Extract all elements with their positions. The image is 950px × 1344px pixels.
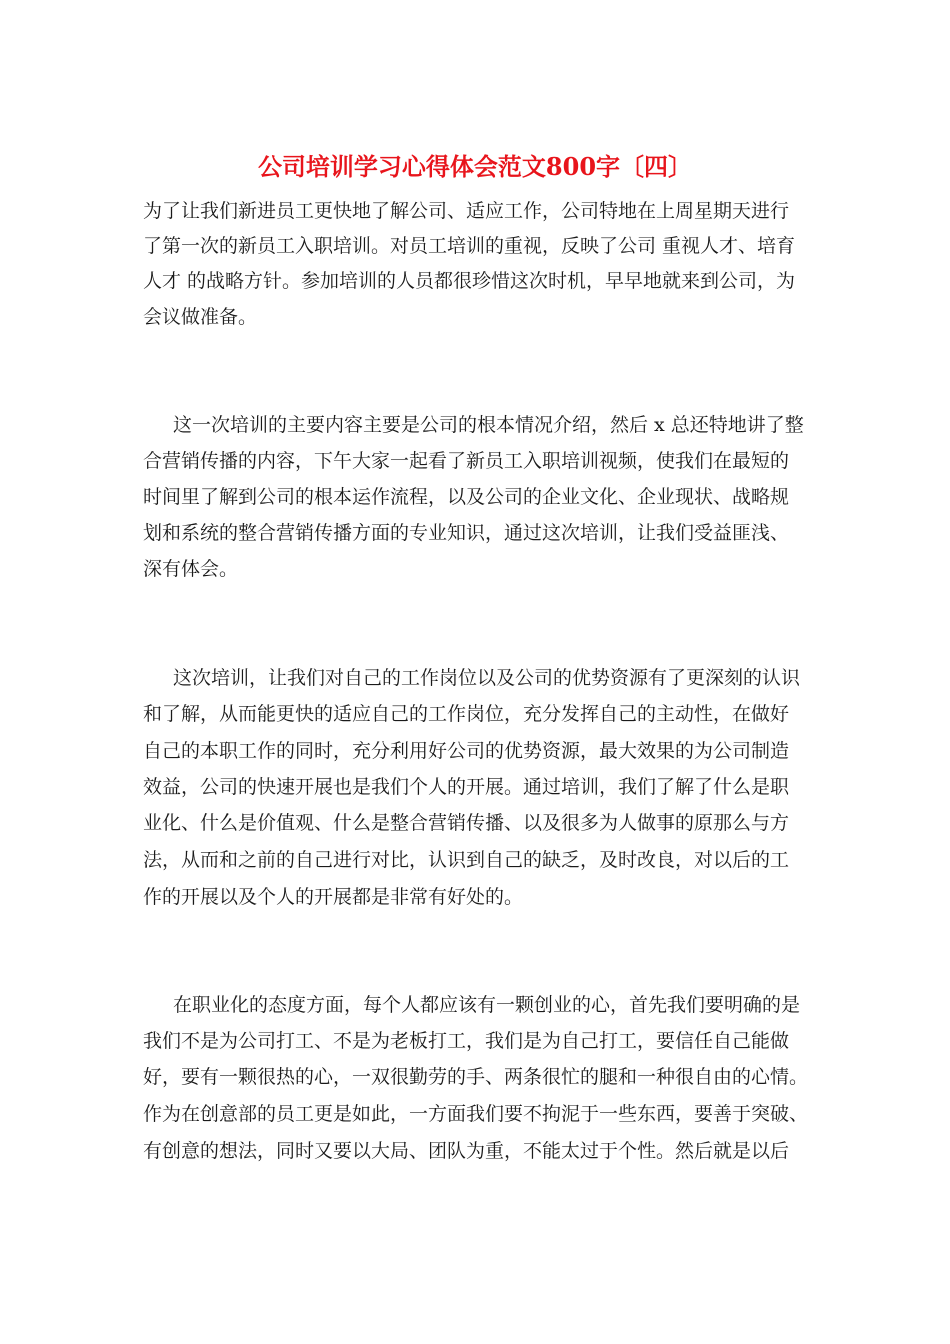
paragraph-2-line-1: 这一次培训的主要内容主要是公司的根本情况介绍，然后 x 总还特地讲了整 (173, 414, 804, 436)
paragraph-1-line-4: 会议做准备。 (143, 306, 258, 328)
paragraph-2-line-4: 划和系统的整合营销传播方面的专业知识，通过这次培训，让我们受益匪浅、 (143, 522, 790, 544)
paragraph-1-line-2: 了第一次的新员工入职培训。对员工培训的重视，反映了公司 重视人才、培育 (143, 235, 796, 257)
paragraph-4-line-3: 好，要有一颗很热的心，一双很勤劳的手、两条很忙的腿和一种很自由的心情。 (143, 1066, 809, 1088)
paragraph-4-line-2: 我们不是为公司打工、不是为老板打工，我们是为自己打工，要信任自己能做 (143, 1030, 790, 1052)
paragraph-2-line-2: 合营销传播的内容，下午大家一起看了新员工入职培训视频，使我们在最短的 (143, 450, 790, 472)
paragraph-2-line-3: 时间里了解到公司的根本运作流程，以及公司的企业文化、企业现状、战略规 (143, 486, 790, 508)
paragraph-3-line-1: 这次培训，让我们对自己的工作岗位以及公司的优势资源有了更深刻的认识 (173, 667, 801, 689)
paragraph-4-line-4: 作为在创意部的员工更是如此，一方面我们要不拘泥于一些东西，要善于突破、 (143, 1103, 809, 1125)
document-title: 公司培训学习心得体会范文800字〔四〕 (257, 152, 693, 181)
paragraph-4-line-5: 有创意的想法，同时又要以大局、团队为重，不能太过于个性。然后就是以后 (143, 1140, 790, 1162)
paragraph-2-line-5: 深有体会。 (143, 558, 239, 580)
paragraph-1-line-1: 为了让我们新进员工更快地了解公司、适应工作，公司特地在上周星期天进行 (143, 200, 790, 222)
paragraph-4-line-1: 在职业化的态度方面，每个人都应该有一颗创业的心，首先我们要明确的是 (173, 994, 801, 1016)
paragraph-3-line-4: 效益，公司的快速开展也是我们个人的开展。通过培训，我们了解了什么是职 (143, 776, 790, 798)
paragraph-3-line-3: 自己的本职工作的同时，充分利用好公司的优势资源，最大效果的为公司制造 (143, 740, 790, 762)
paragraph-3-line-2: 和了解，从而能更快的适应自己的工作岗位，充分发挥自己的主动性，在做好 (143, 703, 790, 725)
paragraph-1-line-3: 人才 的战略方针。参加培训的人员都很珍惜这次时机，早早地就来到公司，为 (143, 270, 796, 292)
paragraph-3-line-6: 法，从而和之前的自己进行对比，认识到自己的缺乏，及时改良，对以后的工 (143, 849, 790, 871)
paragraph-3-line-5: 业化、什么是价值观、什么是整合营销传播、以及很多为人做事的原那么与方 (143, 812, 790, 834)
paragraph-3-line-7: 作的开展以及个人的开展都是非常有好处的。 (143, 886, 524, 908)
